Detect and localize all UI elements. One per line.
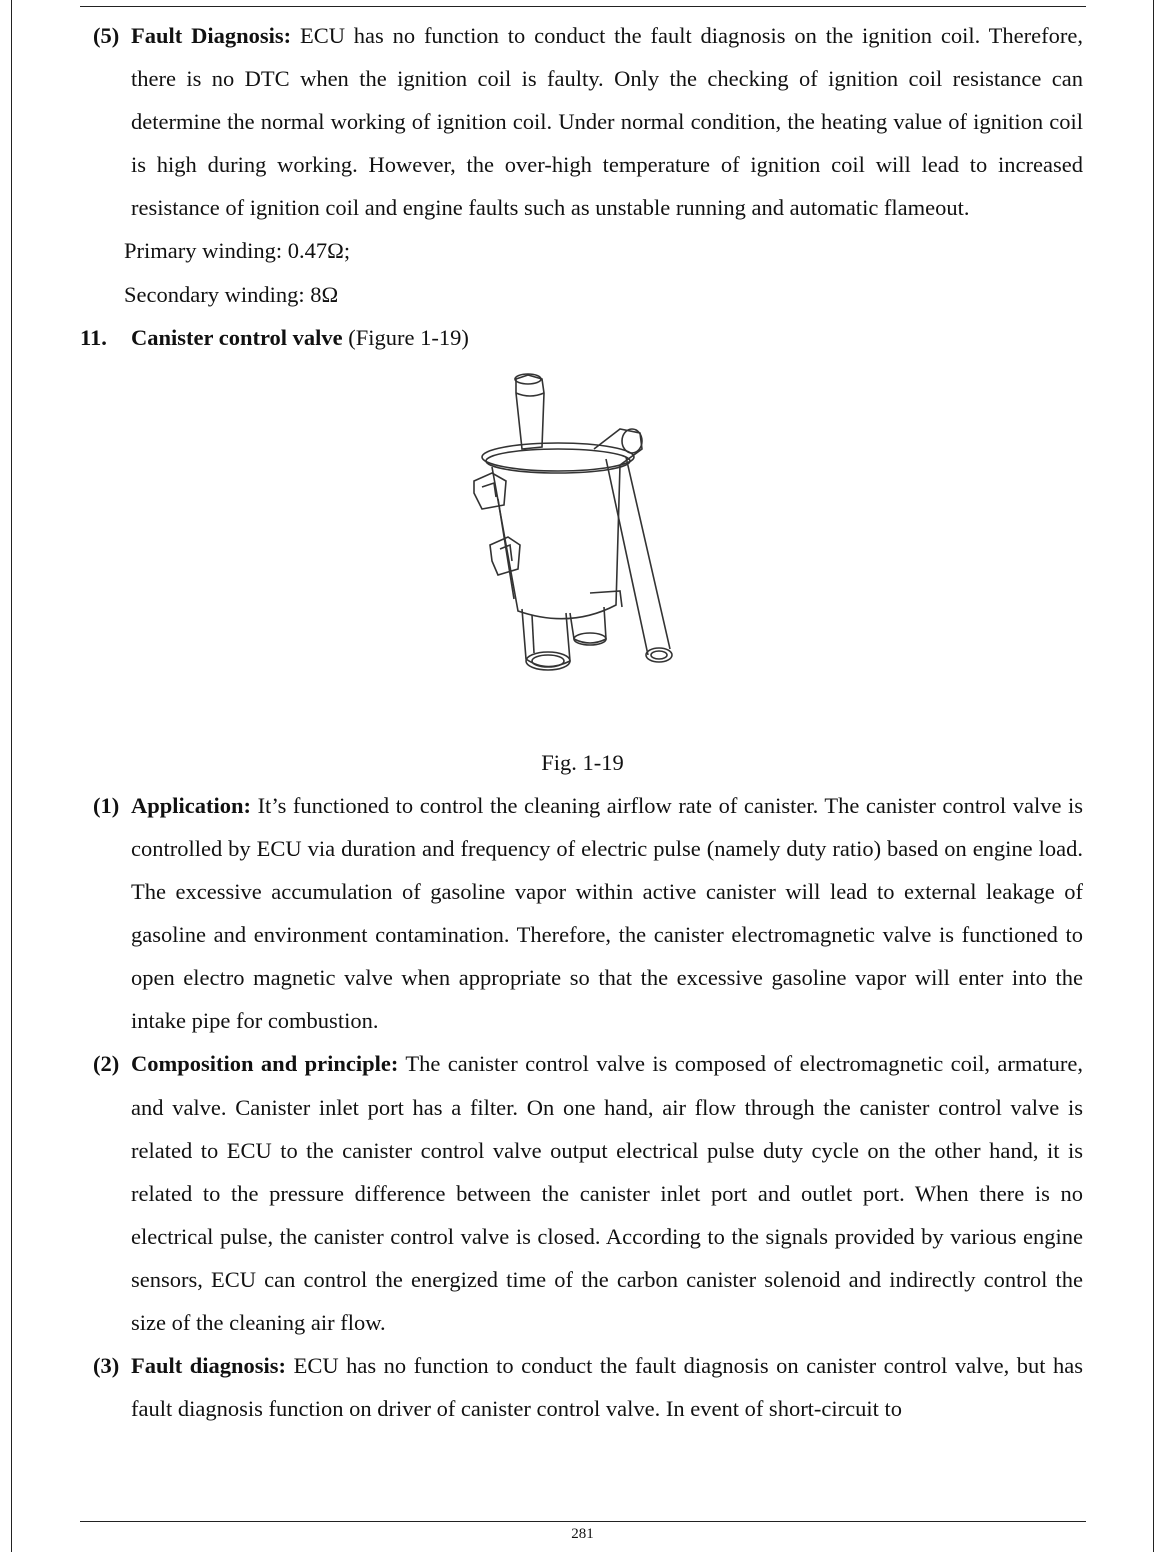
footer-rule (80, 1521, 1086, 1522)
primary-winding: Primary winding: 0.47Ω; (124, 238, 351, 264)
item-label: Fault Diagnosis: (131, 23, 292, 48)
section-11-heading (0, 316, 1165, 359)
page-content (0, 14, 1165, 1430)
item-label: Application: (131, 792, 252, 818)
item-marker: (1) (93, 792, 120, 818)
item-marker: (5) (93, 23, 120, 48)
page-number: 281 (571, 1526, 594, 1542)
item-marker: (2) (93, 1051, 120, 1077)
item-text: ECU has no function to conduct the fault diagnosis on the ignition coil. Therefore, there is no DTC when the ignition coil is faulty. Only the checking of ignition coil resistance can determine the normal working of ignition coil. Under normal condition, the heating value of ignition coil is high during working. However, the over-high temperature of ignition coil will lead to increased resistance of ignition coil and engine faults such as unstable running and automatic flameout. (131, 23, 1083, 221)
item-text: It’s functioned to control the cleaning airflow rate of canister. The canister control valve is controlled by ECU via duration and frequency of electric pulse (namely duty ratio) based on engine load. The excessive accumulation of gasoline vapor within active canister will lead to external leakage of gasoline and environment contamination. Therefore, the canister electromagnetic valve is functioned to open electro magnetic valve when appropriate so that the excessive gasoline vapor will enter into the intake pipe for combustion. (131, 792, 1083, 1034)
heading-number: 11. (80, 324, 107, 350)
figure-1-19 (0, 359, 1165, 741)
item-label: Composition and principle: (131, 1051, 399, 1077)
heading-title: Canister control valve (131, 324, 343, 350)
item-label: Fault diagnosis: (131, 1353, 287, 1379)
canister-control-valve-illustration (470, 369, 690, 689)
heading-figure-ref: (Figure 1-19) (342, 324, 469, 350)
item-text: The canister control valve is composed of electromagnetic coil, armature, and valve. Canister inlet port has a filter. On one hand, air flow through the canister control valve is related to ECU to the canister control valve output electrical pulse duty cycle on the other hand, it is related to the pressure difference between the canister inlet port and outlet port. When there is no electrical pulse, the canister control valve is closed. According to the signals provided by various engine sensors, ECU can control the energized time of the carbon canister solenoid and indirectly control the size of the cleaning air flow. (131, 1051, 1083, 1335)
figure-caption: Fig. 1-19 (541, 749, 624, 775)
section-5-fault-diagnosis (0, 14, 1165, 229)
item-3-fault-diagnosis (0, 1344, 1165, 1430)
item-marker: (3) (93, 1353, 120, 1379)
item-1-application (0, 784, 1165, 1043)
secondary-winding: Secondary winding: 8Ω (124, 281, 339, 307)
item-2-composition (0, 1042, 1165, 1344)
header-rule (80, 6, 1086, 7)
item-text: ECU has no function to conduct the fault diagnosis on canister control valve, but has fault diagnosis function on driver of canister control valve. In event of short-circuit to (131, 1353, 1083, 1422)
